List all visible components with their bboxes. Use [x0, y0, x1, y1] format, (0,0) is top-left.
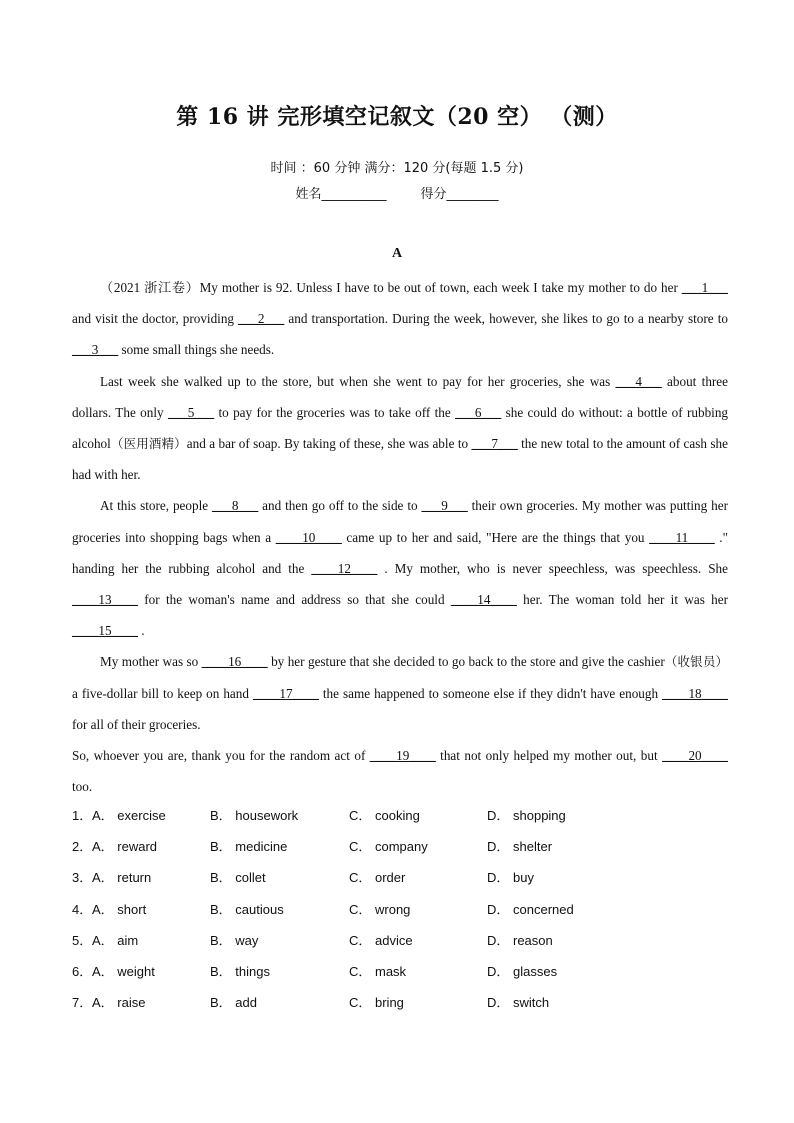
- option-b[interactable]: B． housework: [210, 808, 299, 823]
- blank-3[interactable]: ___3___: [72, 342, 119, 358]
- paragraph-1: （2021 浙江卷）My mother is 92. Unless I have to be out of town, each week I take my mother to do her ___1___ and visit the doctor, providing ___2___ and transportation. During the week, however, she likes to go to a nearby store to ___3___ some small things she needs.: [72, 280, 728, 358]
- option-b[interactable]: B． way: [210, 932, 259, 948]
- blank-1[interactable]: ___1___: [681, 280, 728, 295]
- cloze-passage: [72, 272, 728, 802]
- question-row: [72, 862, 728, 893]
- option-b[interactable]: B． things: [210, 963, 270, 979]
- option-d[interactable]: D． switch: [487, 995, 550, 1011]
- blank-18[interactable]: ____18____: [662, 685, 728, 701]
- blank-11[interactable]: ____11____: [649, 529, 715, 545]
- option-c[interactable]: C． bring: [349, 995, 404, 1011]
- blank-10[interactable]: ____10____: [275, 529, 342, 545]
- question-number: 5．: [72, 932, 93, 948]
- paragraph-3: At this store, people ___8___ and then go off to the side to ___9___ their own groceries. My mother was putting her groceries into shopping bags when a ____10____ came up to her and said, "Here are the things that you ____11____ ." handing her the rubbing alcohol and the ____12____ . My mother, who is never speechless, was speechless. She ____13____ for the woman's name and address so that she could ____14____ her. The woman told her it was her ____15____ .: [72, 498, 728, 639]
- option-a[interactable]: A． exercise: [92, 808, 166, 823]
- blank-2[interactable]: ___2___: [238, 311, 285, 327]
- option-d[interactable]: D． buy: [487, 870, 534, 886]
- question-row: [72, 987, 728, 1018]
- paragraph-2: Last week she walked up to the store, but when she went to pay for her groceries, she was ___4___ about three dollars. The only ___5___ to pay for the groceries was to take off the ___6___ she could do without: a bottle of rubbing alcohol（医用酒精）and a bar of soap. By taking of these, she was able to ___7___ the new total to the amount of cash she had with her.: [72, 373, 729, 483]
- blank-7[interactable]: ___7___: [471, 436, 518, 452]
- question-row: [72, 800, 728, 831]
- score-label: 得分: [420, 187, 447, 202]
- option-b[interactable]: B． add: [210, 995, 257, 1011]
- question-number: 4．: [72, 901, 93, 917]
- option-d[interactable]: D． glasses: [487, 963, 558, 979]
- option-a[interactable]: A． weight: [92, 963, 155, 979]
- option-a[interactable]: A． aim: [92, 932, 139, 948]
- option-c[interactable]: C． cooking: [349, 808, 420, 823]
- time-info: 时间 ：60 分钟 满分：120 分(每题 1.5 分): [270, 161, 524, 176]
- option-a[interactable]: A． reward: [92, 839, 158, 855]
- blank-20[interactable]: ____20____: [662, 748, 728, 764]
- blank-9[interactable]: ___9___: [421, 498, 468, 514]
- question-number: 6．: [72, 963, 93, 979]
- option-b[interactable]: B． medicine: [210, 839, 288, 855]
- question-number: 1．: [72, 808, 93, 823]
- name-field[interactable]: __________: [321, 187, 387, 202]
- section-heading: A: [391, 246, 403, 261]
- option-d[interactable]: D． concerned: [487, 901, 574, 917]
- question-number: 7．: [72, 995, 93, 1011]
- blank-15[interactable]: ____15____: [72, 623, 138, 639]
- paragraph-5: So, whoever you are, thank you for the random act of ____19____ that not only helped my mother out, but ____20____ too.: [72, 748, 728, 795]
- option-c[interactable]: C． mask: [349, 963, 407, 979]
- option-d[interactable]: D． shopping: [487, 808, 566, 823]
- blank-16[interactable]: ____16____: [201, 654, 268, 670]
- question-number: 2．: [72, 839, 93, 855]
- name-score-line: [0, 183, 794, 202]
- option-a[interactable]: A． return: [92, 870, 152, 886]
- page-title: 第 16 讲 完形填空记叙文（20 空） （测）: [176, 104, 618, 130]
- option-b[interactable]: B． cautious: [210, 901, 284, 917]
- answer-options: [72, 800, 728, 1018]
- blank-8[interactable]: ___8___: [212, 498, 259, 514]
- question-row: [72, 831, 728, 862]
- question-row: [72, 894, 728, 925]
- option-a[interactable]: A． raise: [92, 995, 146, 1011]
- blank-13[interactable]: ____13____: [72, 592, 138, 608]
- option-d[interactable]: D． reason: [487, 932, 553, 948]
- name-label: 姓名: [295, 187, 322, 202]
- option-d[interactable]: D． shelter: [487, 839, 553, 855]
- blank-12[interactable]: ____12____: [311, 560, 378, 576]
- question-number: 3．: [72, 870, 93, 886]
- option-c[interactable]: C． wrong: [349, 901, 411, 917]
- option-c[interactable]: C． advice: [349, 932, 413, 948]
- question-row: [72, 925, 728, 956]
- option-a[interactable]: A． short: [92, 901, 147, 917]
- blank-19[interactable]: ____19____: [369, 748, 436, 764]
- paragraph-4: My mother was so ____16____ by her gesture that she decided to go back to the store and give the cashier（收银员）a five-dollar bill to keep on hand ____17____ the same happened to someone else if they didn't have enough ____18____ for all of their groceries.: [72, 654, 728, 732]
- option-c[interactable]: C． company: [349, 839, 428, 855]
- question-row: [72, 956, 728, 987]
- blank-5[interactable]: ___5___: [167, 404, 215, 420]
- option-c[interactable]: C． order: [349, 870, 406, 886]
- blank-4[interactable]: ___4___: [615, 373, 662, 389]
- option-b[interactable]: B． collet: [210, 870, 266, 886]
- blank-14[interactable]: ____14____: [450, 592, 517, 608]
- blank-17[interactable]: ____17____: [252, 685, 319, 701]
- score-field[interactable]: ________: [446, 187, 499, 202]
- blank-6[interactable]: ___6___: [455, 404, 502, 420]
